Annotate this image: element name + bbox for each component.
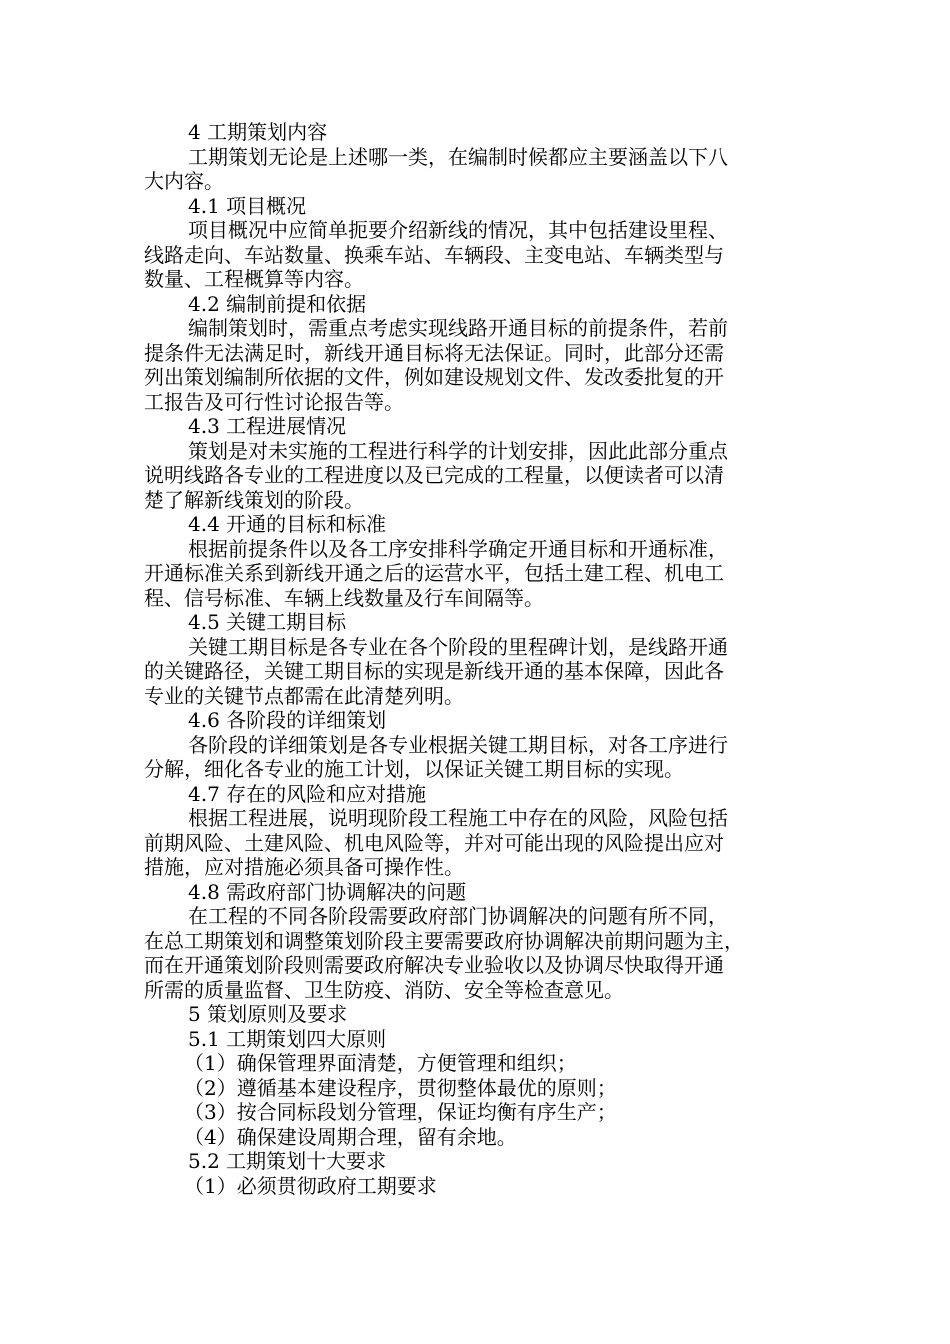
paragraph-line: 策划是对未实施的工程进行科学的计划安排，因此此部分重点 <box>188 438 728 463</box>
document-body <box>144 120 804 1198</box>
paragraph-line: 大内容。 <box>144 169 224 193</box>
paragraph-line: 根据工程进展，说明现阶段工程施工中存在的风险，风险包括 <box>188 806 728 830</box>
section-heading: 4.1 项目概况 <box>188 193 307 218</box>
paragraph-line: 分解，细化各专业的施工计划，以保证关键工期目标的实现。 <box>144 757 684 781</box>
section-heading: 4 工期策划内容 <box>188 120 328 144</box>
paragraph-line: 各阶段的详细策划是各专业根据关键工期目标，对各工序进行 <box>188 732 728 757</box>
section-heading: 4.7 存在的风险和应对措施 <box>188 781 427 806</box>
paragraph-line: 程、信号标准、车辆上线数量及行车间隔等。 <box>144 585 544 610</box>
list-item: （2）遵循基本建设程序，贯彻整体最优的原则； <box>184 1075 617 1100</box>
section-heading: 5.2 工期策划十大要求 <box>188 1149 387 1173</box>
paragraph-line: 在总工期策划和调整策划阶段主要需要政府协调解决前期问题为主， <box>144 928 744 953</box>
paragraph-line: 而在开通策划阶段则需要政府解决专业验收以及协调尽快取得开通 <box>144 953 724 977</box>
section-heading: 5 策划原则及要求 <box>188 1002 348 1026</box>
section-heading: 5.1 工期策划四大原则 <box>188 1026 387 1051</box>
paragraph-line: 措施，应对措施必须具备可操作性。 <box>144 855 464 879</box>
paragraph-line: 项目概况中应简单扼要介绍新线的情况，其中包括建设里程、 <box>188 218 728 242</box>
section-heading: 4.5 关键工期目标 <box>188 610 347 634</box>
paragraph-line: 工期策划无论是上述哪一类，在编制时候都应主要涵盖以下八 <box>188 144 728 169</box>
paragraph-line: 工报告及可行性讨论报告等。 <box>144 389 404 414</box>
section-heading: 4.6 各阶段的详细策划 <box>188 708 387 732</box>
paragraph-line: 楚了解新线策划的阶段。 <box>144 487 364 512</box>
paragraph-line: 线路走向、车站数量、换乘车站、车辆段、主变电站、车辆类型与 <box>144 242 724 267</box>
paragraph-line: 的关键路径，关键工期目标的实现是新线开通的基本保障，因此各 <box>144 659 724 683</box>
paragraph-line: 列出策划编制所依据的文件，例如建设规划文件、发改委批复的开 <box>144 365 724 389</box>
paragraph-line: 开通标准关系到新线开通之后的运营水平，包括土建工程、机电工 <box>144 561 724 585</box>
paragraph-line: 编制策划时，需重点考虑实现线路开通目标的前提条件，若前 <box>188 316 728 340</box>
list-item: （3）按合同标段划分管理，保证均衡有序生产； <box>184 1100 617 1124</box>
paragraph-line: 在工程的不同各阶段需要政府部门协调解决的问题有所不同， <box>188 904 728 928</box>
paragraph-line: 数量、工程概算等内容。 <box>144 267 364 291</box>
paragraph-line: 关键工期目标是各专业在各个阶段的里程碑计划，是线路开通 <box>188 634 728 659</box>
section-heading: 4.8 需政府部门协调解决的问题 <box>188 879 467 904</box>
paragraph-line: 提条件无法满足时，新线开通目标将无法保证。同时，此部分还需 <box>144 340 724 365</box>
list-item: （1）确保管理界面清楚，方便管理和组织； <box>184 1051 577 1075</box>
paragraph-line: 根据前提条件以及各工序安排科学确定开通目标和开通标准， <box>188 536 728 561</box>
list-item: （1）必须贯彻政府工期要求 <box>184 1173 437 1198</box>
section-heading: 4.4 开通的目标和标准 <box>188 512 387 536</box>
paragraph-line: 说明线路各专业的工程进度以及已完成的工程量，以便读者可以清 <box>144 463 724 487</box>
paragraph-line: 专业的关键节点都需在此清楚列明。 <box>144 683 464 708</box>
section-heading: 4.2 编制前提和依据 <box>188 291 367 316</box>
section-heading: 4.3 工程进展情况 <box>188 414 347 438</box>
paragraph-line: 前期风险、土建风险、机电风险等，并对可能出现的风险提出应对 <box>144 830 724 855</box>
paragraph-line: 所需的质量监督、卫生防疫、消防、安全等检查意见。 <box>144 977 624 1002</box>
list-item: （4）确保建设周期合理，留有余地。 <box>184 1124 517 1149</box>
